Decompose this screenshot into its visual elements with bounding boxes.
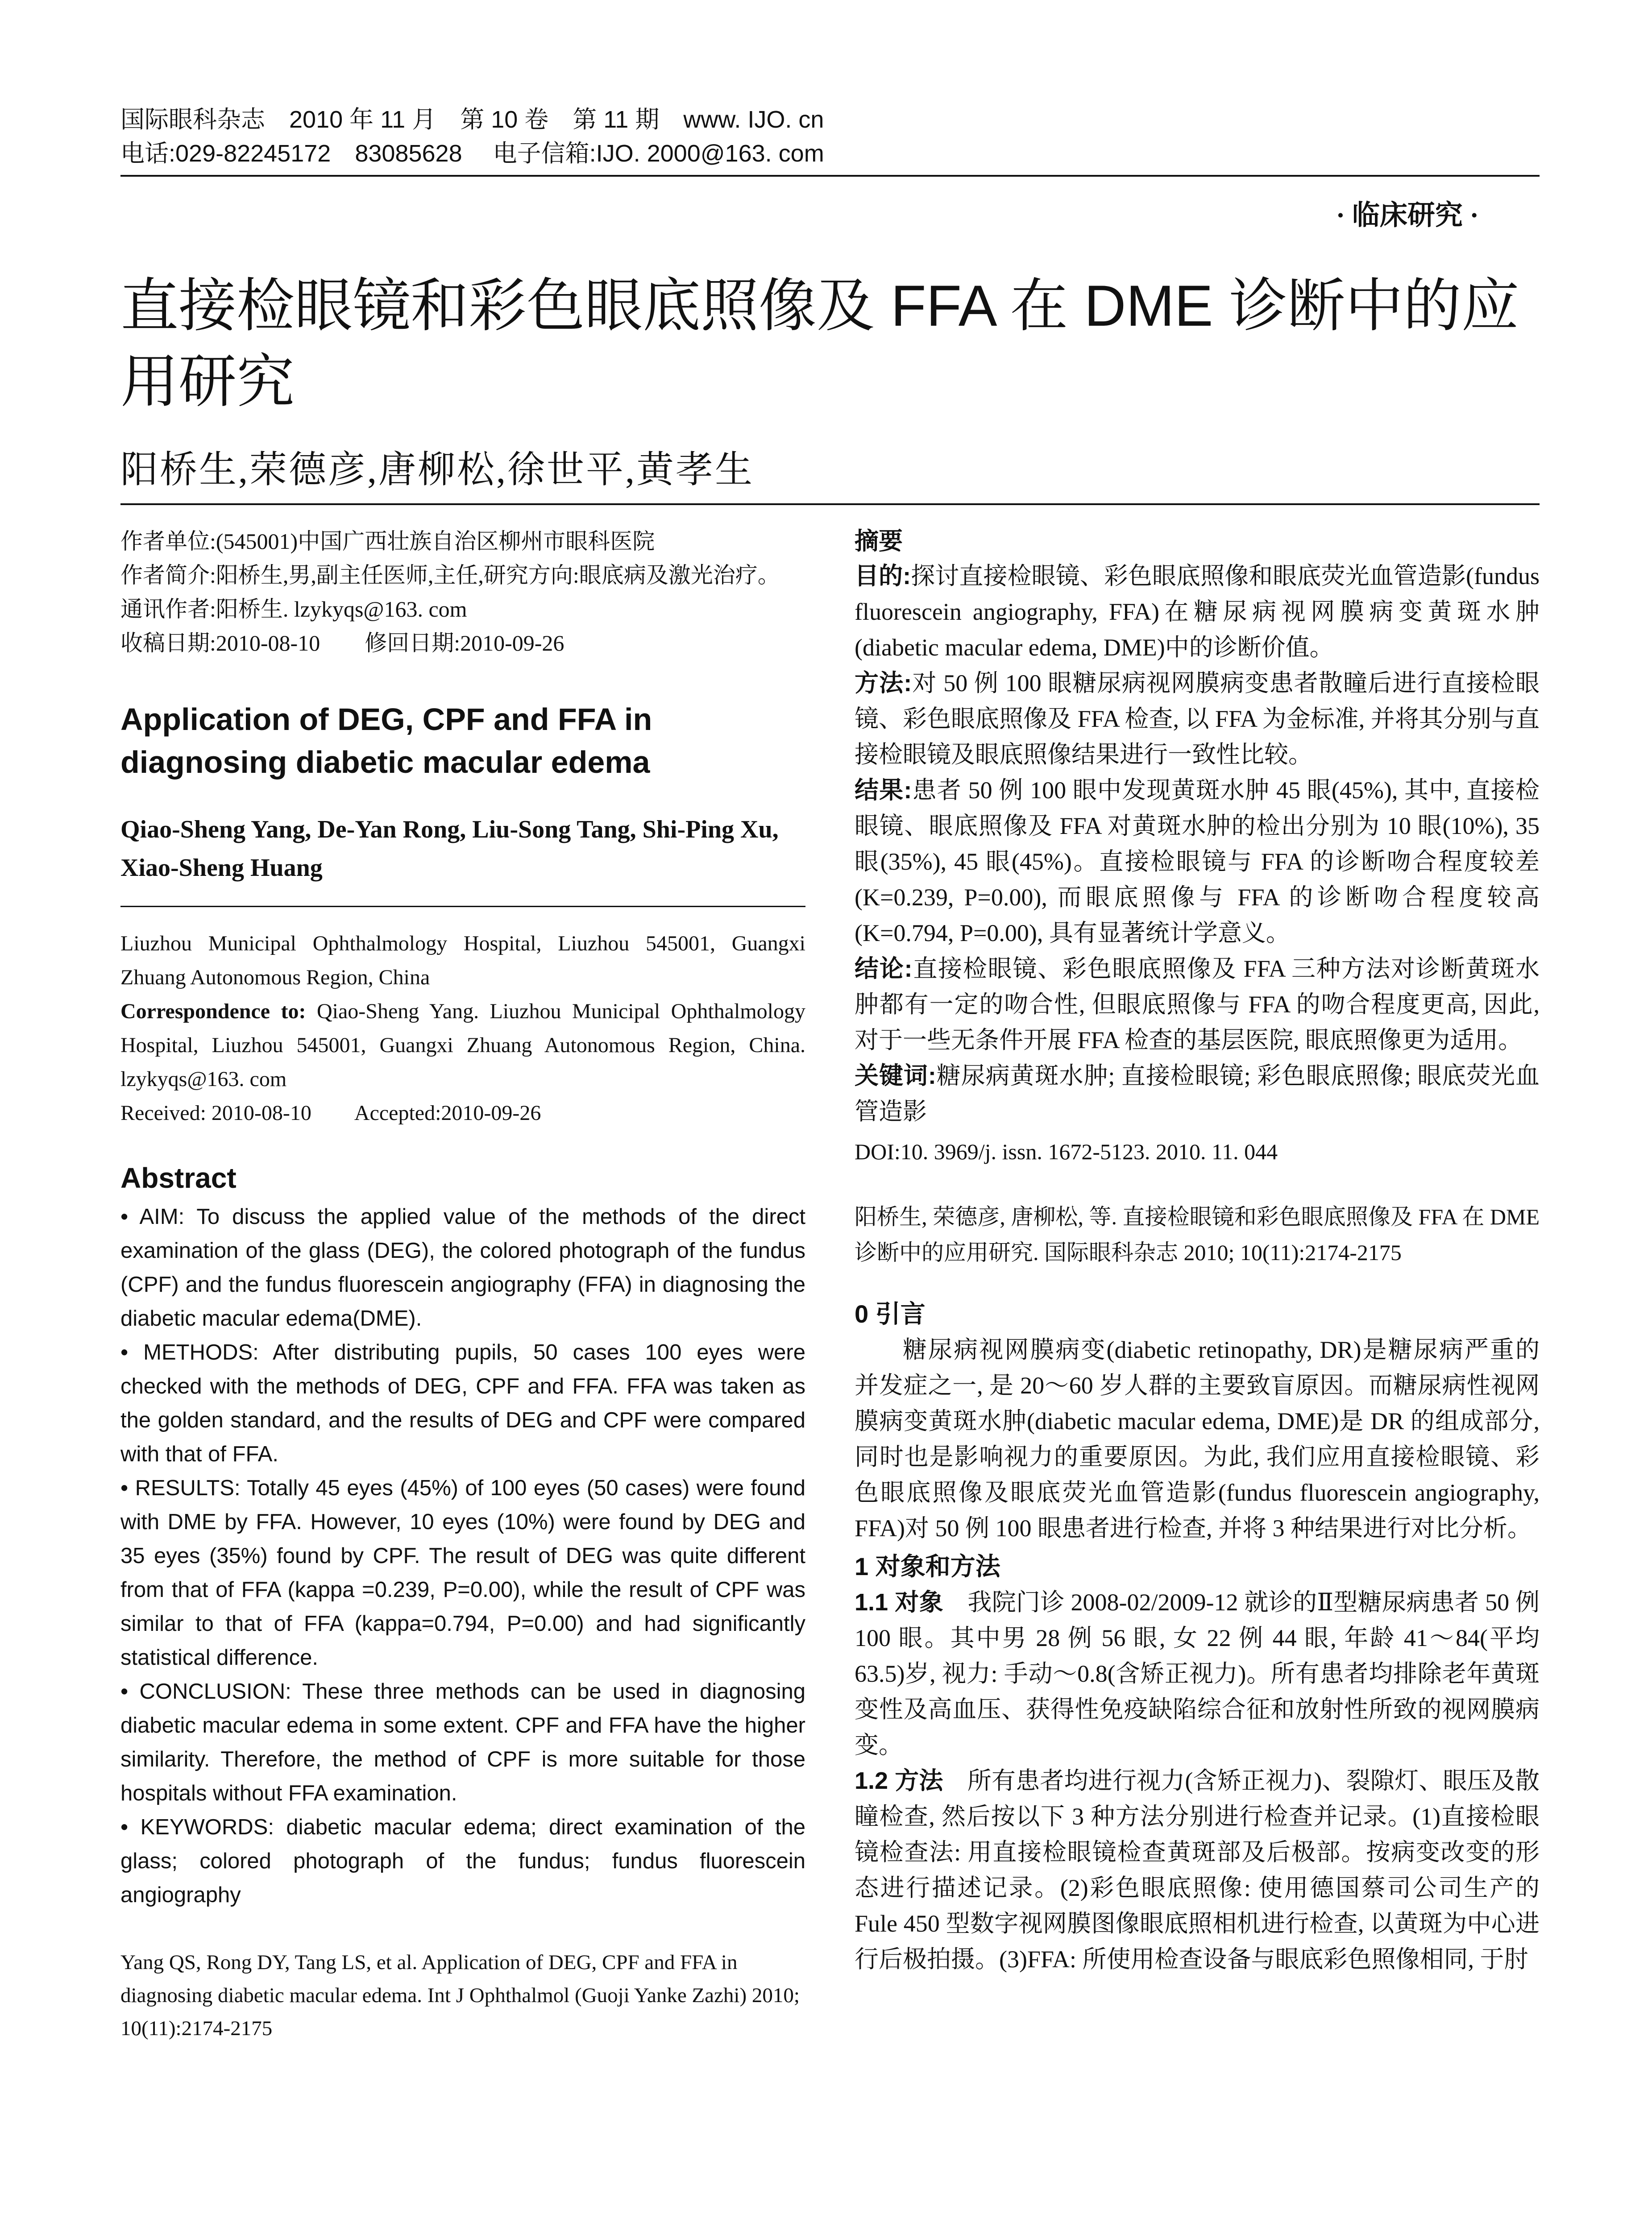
author-affiliation-cn: 作者单位:(545001)中国广西壮族自治区柳州市眼科医院 bbox=[120, 529, 655, 554]
corresponding-author-cn: 通讯作者:阳桥生. lzykyqs@163. com bbox=[120, 597, 467, 622]
abstract-results-text-cn: 患者 50 例 100 眼中发现黄斑水肿 45 眼(45%), 其中, 直接检眼镜、眼底照像及 FFA 对黄斑水肿的检出分别为 10 眼(10%), 35 眼(35%), 45 眼(45%)。直接检眼镜与 FFA 的诊断吻合程度较差(K=0.239, P=0.00), 而眼底照像与 FFA 的诊断吻合程度较高(K=0.794, P=0.00), 具有显著统计学意义。 bbox=[855, 777, 1540, 946]
affiliation-block-en bbox=[120, 927, 805, 1130]
abstract-methods-label-cn: 方法: bbox=[855, 670, 912, 697]
journal-header-line-1: 国际眼科杂志 2010 年 11 月 第 10 卷 第 11 期 www. IJO. cn bbox=[120, 106, 824, 133]
affiliation-en: Liuzhou Municipal Ophthalmology Hospital, Liuzhou 545001, Guangxi Zhuang Autonomous Region, China bbox=[120, 932, 805, 989]
section-tag: · 临床研究 · bbox=[1336, 200, 1479, 231]
abstract-aim-label-cn: 目的: bbox=[855, 563, 911, 589]
left-column bbox=[120, 524, 805, 2045]
author-bio-cn: 作者简介:阳桥生,男,副主任医师,主任,研究方向:眼底病及激光治疗。 bbox=[120, 563, 780, 588]
abstract-aim-en: • AIM: To discuss the applied value of the methods of the direct examination of the glass (DEG), the colored photograph of the fundus (CPF) and the fundus fluorescein angiography (FFA) in diagnosing the diabetic macular edema(DME). bbox=[120, 1205, 805, 1331]
methods-text: 所有患者均进行视力(含矫正视力)、裂隙灯、眼压及散瞳检查, 然后按以下 3 种方法分别进行检查并记录。(1)直接检眼镜检查法: 用直接检眼镜检查黄斑部及后极部。按病变改变的形态进行描述记录。(2)彩色眼底照像: 使用德国蔡司公司生产的 Fule 450 型数字视网膜图像眼底照相机进行检查, 以黄斑为中心进行后极拍摄。(3)FFA: 所使用检查设备与眼底彩色照像相同, 于肘 bbox=[855, 1767, 1540, 1973]
introduction-heading: 0 引言 bbox=[855, 1300, 926, 1328]
correspondence-en bbox=[120, 995, 805, 1096]
article-title-en: Application of DEG, CPF and FFA in diagnosing diabetic macular edema bbox=[120, 702, 652, 780]
introduction-text: 糖尿病视网膜病变(diabetic retinopathy, DR)是糖尿病严重的并发症之一, 是 20～60 岁人群的主要致盲原因。而糖尿病性视网膜病变黄斑水肿(diabetic macular edema, DME)是 DR 的组成部分, 同时也是影响视力的重要原因。为此, 我们应用直接检眼镜、彩色眼底照像及眼底荧光血管造影(fundus fluorescein angiography, FFA)对 50 例 100 眼患者进行检查, 并将 3 种结果进行对比分析。 bbox=[855, 1336, 1540, 1542]
abstract-aim-text-cn: 探讨直接检眼镜、彩色眼底照像和眼底荧光血管造影(fundus fluorescein angiography, FFA)在糖尿病视网膜病变黄斑水肿(diabetic macular edema, DME)中的诊断价值。 bbox=[855, 563, 1540, 661]
abstract-keywords-cn bbox=[855, 1058, 1540, 1129]
authors-en: Qiao-Sheng Yang, De-Yan Rong, Liu-Song Tang, Shi-Ping Xu, Xiao-Sheng Huang bbox=[120, 816, 779, 882]
citation-en: Yang QS, Rong DY, Tang LS, et al. Application of DEG, CPF and FFA in diagnosing diabetic macular edema. Int J Ophthalmol (Guoji Yanke Zazhi) 2010; 10(11):2174-2175 bbox=[120, 1951, 800, 2040]
received-date-en: Received: 2010-08-10 Accepted:2010-09-26 bbox=[120, 1101, 541, 1125]
subjects-paragraph bbox=[855, 1584, 1540, 1763]
abstract-conclusion-label-cn: 结论: bbox=[855, 955, 913, 982]
received-date-cn: 收稿日期:2010-08-10 修回日期:2010-09-26 bbox=[120, 630, 565, 655]
journal-header bbox=[120, 103, 1548, 170]
subjects-label: 1.1 对象 bbox=[855, 1589, 944, 1616]
journal-header-line-2: 电话:029-82245172 83085628 电子信箱:IJO. 2000@163. com bbox=[120, 140, 824, 167]
abstract-keywords-en: • KEYWORDS: diabetic macular edema; direct examination of the glass; colored photograph of the fundus; fundus fluorescein angiography bbox=[120, 1815, 805, 1907]
affiliation-rule bbox=[120, 906, 805, 907]
correspondence-label: Correspondence to: bbox=[120, 999, 306, 1023]
abstract-methods-cn bbox=[855, 665, 1540, 772]
abstract-conclusion-cn bbox=[855, 951, 1540, 1058]
abstract-results-label-cn: 结果: bbox=[855, 777, 912, 804]
abstract-conclusion-text-cn: 直接检眼镜、彩色眼底照像及 FFA 三种方法对诊断黄斑水肿都有一定的吻合性, 但眼底照像与 FFA 的吻合程度更高, 因此, 对于一些无条件开展 FFA 检查的基层医院, 眼底照像更为适用。 bbox=[855, 955, 1540, 1053]
article-title-cn: 直接检眼镜和彩色眼底照像及 FFA 在 DME 诊断中的应用研究 bbox=[120, 273, 1519, 414]
abstract-heading-en: Abstract bbox=[120, 1162, 237, 1194]
authors-cn: 阳桥生,荣德彦,唐柳松,徐世平,黄孝生 bbox=[120, 449, 755, 491]
methods-heading: 1 对象和方法 bbox=[855, 1552, 1000, 1580]
header-rule bbox=[120, 175, 1540, 177]
abstract-keywords-text-cn: 糖尿病黄斑水肿; 直接检眼镜; 彩色眼底照像; 眼底荧光血管造影 bbox=[855, 1062, 1540, 1125]
methods-paragraph bbox=[855, 1763, 1540, 1977]
abstract-conclusion-en: • CONCLUSION: These three methods can be used in diagnosing diabetic macular edema in some extent. CPF and FFA have the higher similarity. Therefore, the method of CPF is more suitable for those hospitals without FFA examination. bbox=[120, 1679, 805, 1805]
abstract-aim-cn bbox=[855, 558, 1540, 665]
abstract-results-cn bbox=[855, 772, 1540, 951]
abstract-results-en: • RESULTS: Totally 45 eyes (45%) of 100 eyes (50 cases) were found with DME by FFA. However, 10 eyes (10%) were found by DEG and 35 eyes (35%) found by CPF. The result of DEG was quite different from that of FFA (kappa =0.239, P=0.00), while the result of CPF was similar to that of FFA (kappa=0.794, P=0.00) and had significantly statistical difference. bbox=[120, 1476, 805, 1670]
methods-label: 1.2 方法 bbox=[855, 1767, 943, 1794]
abstract-heading-cn: 摘要 bbox=[855, 528, 903, 555]
subjects-text: 我院门诊 2008-02/2009-12 就诊的Ⅱ型糖尿病患者 50 例 100 眼。其中男 28 例 56 眼, 女 22 例 44 眼, 年龄 41～84(平均 63.5)岁, 视力: 手动～0.8(含矫正视力)。所有患者均排除老年黄斑变性及高血压、获得性免疫缺陷综合征和放射性所致的视网膜病变。 bbox=[855, 1589, 1540, 1758]
author-meta-cn bbox=[120, 524, 805, 660]
citation-cn: 阳桥生, 荣德彦, 唐柳松, 等. 直接检眼镜和彩色眼底照像及 FFA 在 DME 诊断中的应用研究. 国际眼科杂志 2010; 10(11):2174-2175 bbox=[855, 1204, 1540, 1265]
abstract-methods-text-cn: 对 50 例 100 眼糖尿病视网膜病变患者散瞳后进行直接检眼镜、彩色眼底照像及 FFA 检查, 以 FFA 为金标准, 并将其分别与直接检眼镜及眼底照像结果进行一致性比较。 bbox=[855, 670, 1540, 768]
title-rule bbox=[120, 503, 1540, 505]
correspondence-text: Qiao-Sheng Yang. Liuzhou Municipal Ophthalmology Hospital, Liuzhou 545001, Guangxi Zhuang Autonomous Region, China. lzykyqs@163. com bbox=[120, 999, 805, 1091]
abstract-keywords-label-cn: 关键词: bbox=[855, 1062, 936, 1089]
doi: DOI:10. 3969/j. issn. 1672-5123. 2010. 11. 044 bbox=[855, 1139, 1278, 1164]
right-column bbox=[855, 524, 1540, 1977]
abstract-methods-en: • METHODS: After distributing pupils, 50 cases 100 eyes were checked with the methods of DEG, CPF and FFA. FFA was taken as the golden standard, and the results of DEG and CPF were compared with that of FFA. bbox=[120, 1340, 805, 1466]
